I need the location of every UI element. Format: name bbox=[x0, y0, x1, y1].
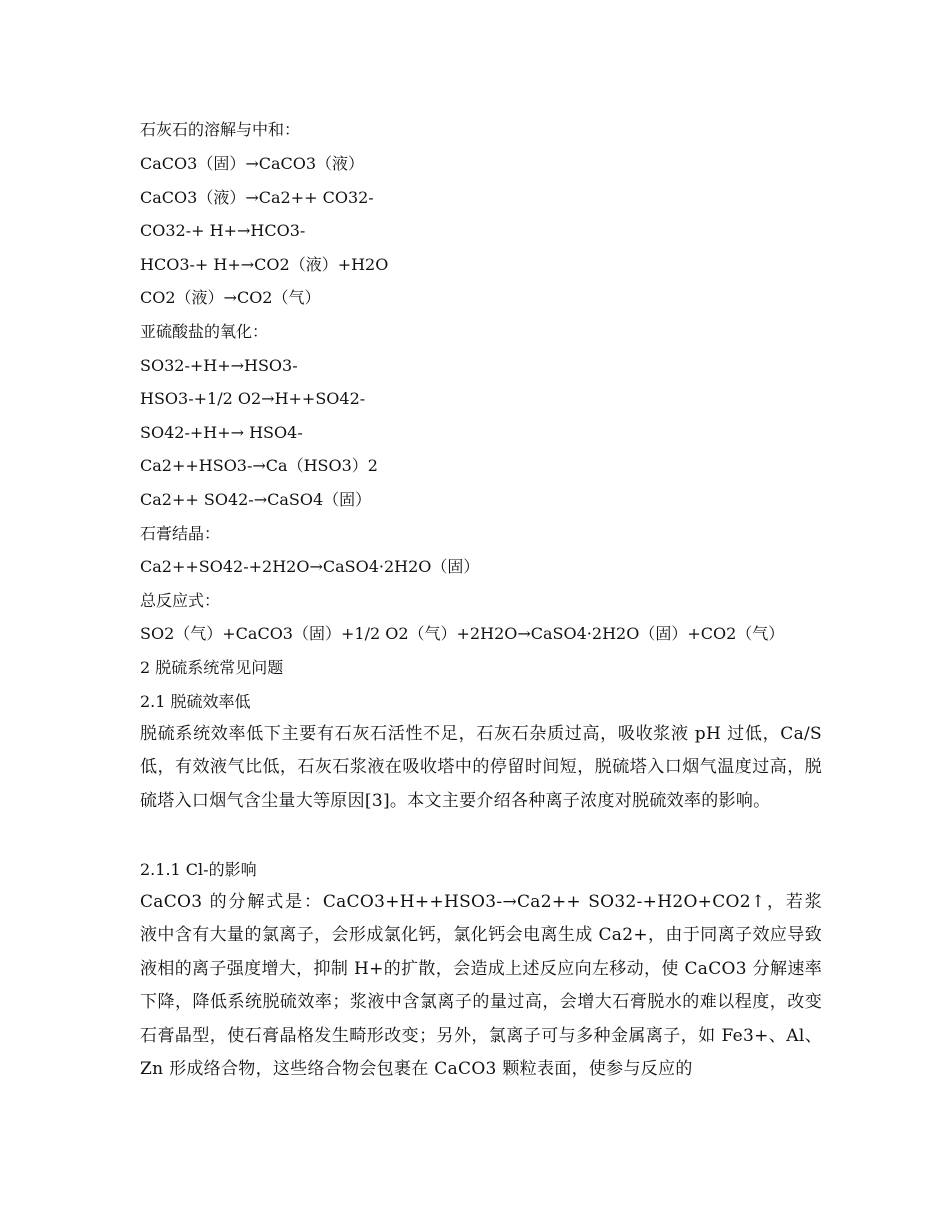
equation-line: SO42-+H+→ HSO4- bbox=[140, 423, 303, 442]
body-paragraph-chloride: CaCO3 的分解式是：CaCO3+H++HSO3-→Ca2++ SO32-+H2O+CO2↑，若浆液中含有大量的氯离子，会形成氯化钙，氯化钙会电离生成 Ca2+，由于同离子效应导致液相的离子强度增大，抑制 H+的扩散，会造成上述反应向左移动，使 CaCO3 分解速率下降，降低系统脱硫效率；浆液中含氯离子的量过高，会增大石膏脱水的难以程度，改变石膏晶型，使石膏晶格发生畸形改变；另外，氯离子可与多种金属离子，如 Fe3+、Al、Zn 形成络合物，这些络合物会包裹在 CaCO3 颗粒表面，使参与反应的 bbox=[140, 892, 822, 1080]
equation-line: Ca2++HSO3-→Ca（HSO3）2 bbox=[140, 456, 378, 475]
equation-line: SO32-+H+→HSO3- bbox=[140, 356, 298, 375]
section-heading: 2 脱硫系统常见问题 bbox=[140, 658, 284, 677]
subsection-heading-cl: 2.1.1 Cl-的影响 bbox=[140, 860, 257, 879]
section-label-dissolution: 石灰石的溶解与中和： bbox=[140, 120, 301, 139]
body-paragraph-efficiency: 脱硫系统效率低下主要有石灰石活性不足，石灰石杂质过高，吸收浆液 pH 过低，Ca/S 低，有效液气比低，石灰石浆液在吸收塔中的停留时间短，脱硫塔入口烟气温度过高，脱硫塔入口烟气含尘量大等原因[3]。本文主要介绍各种离子浓度对脱硫效率的影响。 bbox=[140, 724, 822, 811]
equation-line: CO2（液）→CO2（气） bbox=[140, 288, 321, 307]
equation-line: CO32-+ H+→HCO3- bbox=[140, 221, 306, 240]
equation-line-overall: SO2（气）+CaCO3（固）+1/2 O2（气）+2H2O→CaSO4·2H2O（固）+CO2（气） bbox=[140, 624, 785, 643]
equation-line: Ca2++ SO42-→CaSO4（固） bbox=[140, 490, 372, 509]
equation-line: CaCO3（固）→CaCO3（液） bbox=[140, 154, 365, 173]
equation-line: HCO3-+ H+→CO2（液）+H2O bbox=[140, 255, 389, 274]
equation-line: HSO3-+1/2 O2→H++SO42- bbox=[140, 389, 366, 408]
equation-line: CaCO3（液）→Ca2++ CO32- bbox=[140, 188, 374, 207]
subsection-heading: 2.1 脱硫效率低 bbox=[140, 692, 251, 711]
section-label-oxidation: 亚硫酸盐的氧化： bbox=[140, 322, 269, 341]
section-label-overall: 总反应式： bbox=[140, 591, 221, 610]
section-label-crystallization: 石膏结晶： bbox=[140, 524, 221, 543]
equation-line: Ca2++SO42-+2H2O→CaSO4·2H2O（固） bbox=[140, 557, 480, 576]
